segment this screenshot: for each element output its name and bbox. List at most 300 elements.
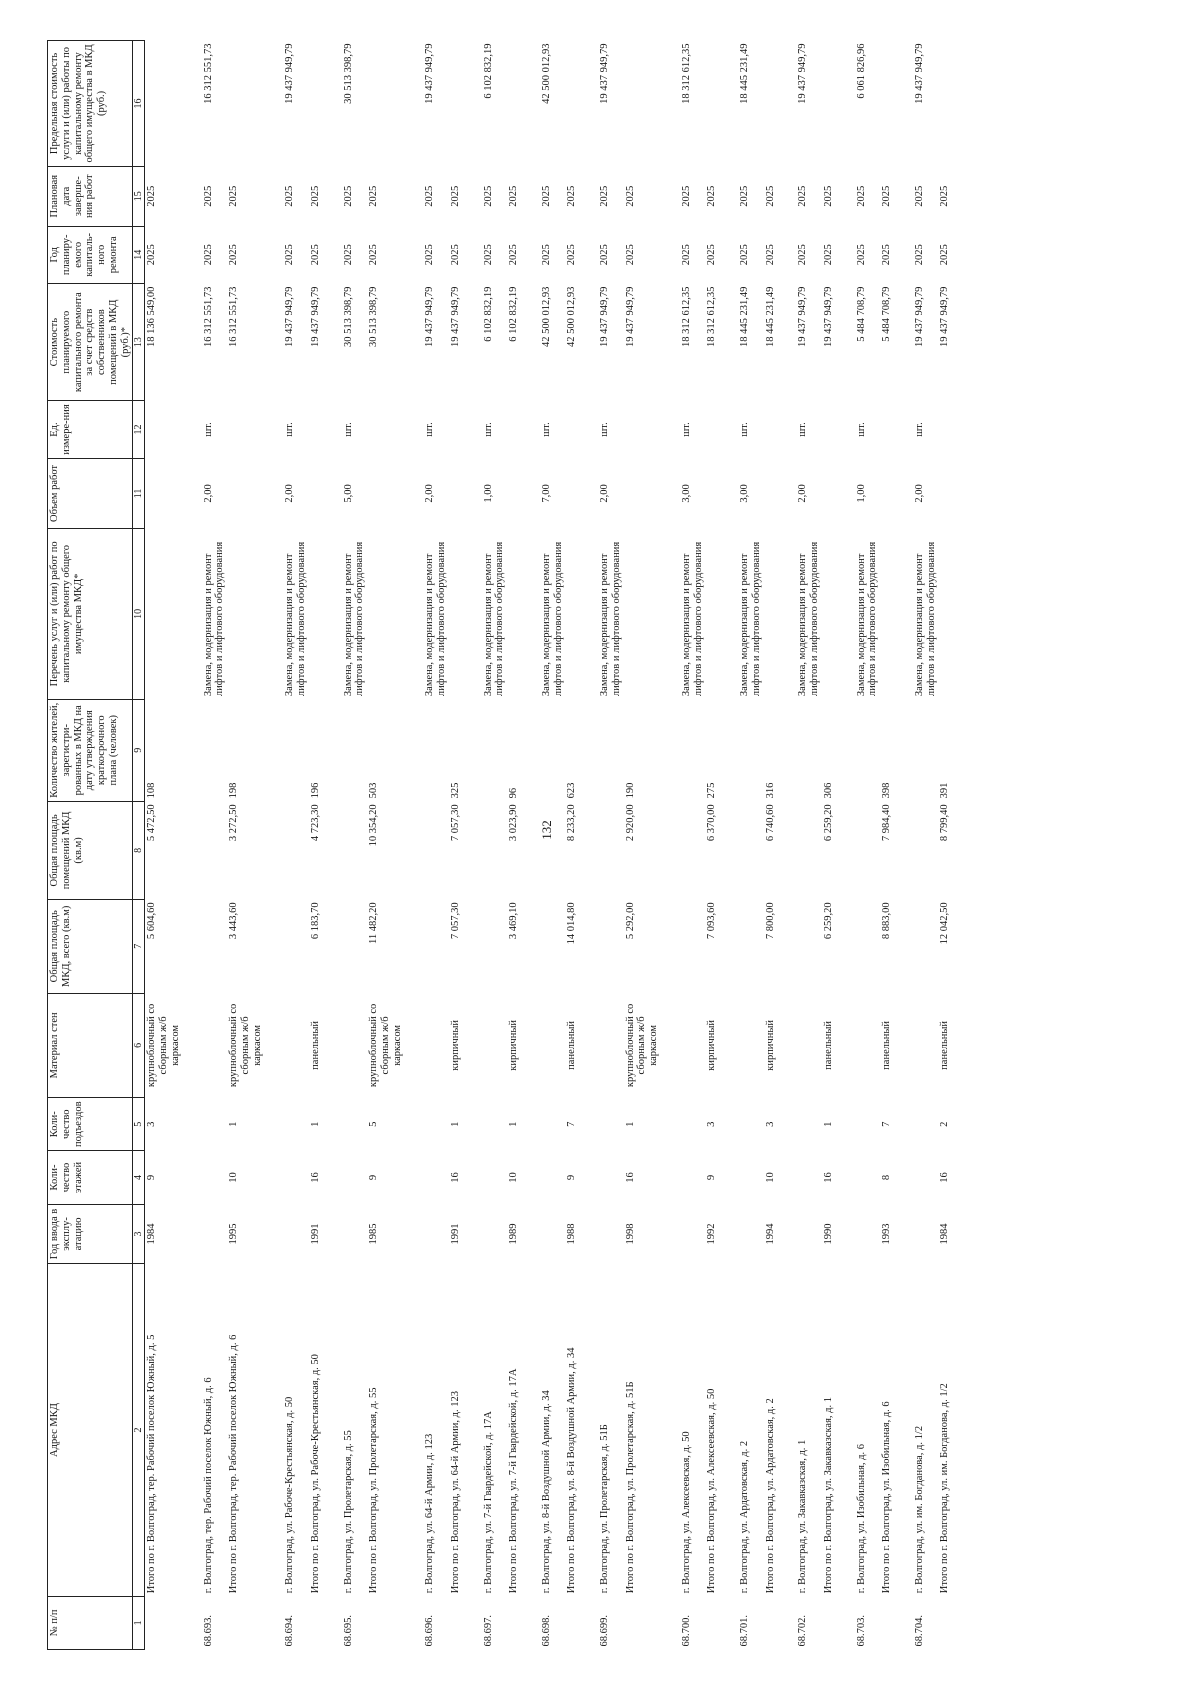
table-cell: 2025 (449, 244, 461, 266)
table-cell: 1995 (228, 1223, 240, 1245)
table-cell (323, 1151, 368, 1204)
table-cell (565, 41, 579, 167)
table-cell: Замена, модернизация и ремонт лифтов и лифтового оборудования (424, 541, 448, 697)
table-cell (404, 899, 449, 993)
table-cell: Замена, модернизация и ремонт лифтов и лифтового оборудования (855, 541, 879, 697)
table-cell: 3 469,10 (508, 902, 520, 940)
table-cell: 2025 (624, 185, 636, 207)
table-cell: 6 740,60 (764, 804, 776, 842)
total-row (938, 41, 952, 1650)
table-cell: шт. (342, 422, 354, 437)
table-cell (661, 699, 706, 801)
table-cell: 18 445 231,49 (739, 43, 751, 104)
table-cell: 68.697. (482, 1615, 494, 1647)
table-cell (565, 1596, 579, 1649)
table-cell: 2025 (342, 185, 354, 207)
table-cell: шт. (540, 422, 552, 437)
table-cell: 68.693. (202, 1615, 214, 1647)
table-cell: 7 (566, 1121, 578, 1127)
table-cell: 2025 (599, 244, 611, 266)
table-cell (894, 993, 939, 1097)
table-cell: 16 312 551,73 (202, 43, 214, 104)
column-number: 10 (133, 529, 145, 699)
table-cell (661, 993, 706, 1097)
table-cell: 9 (566, 1174, 578, 1181)
table-cell: 3 (706, 1121, 718, 1127)
column-header: Год планиру-емого капиталь-ного ремонта (48, 226, 133, 284)
table-cell: 2 920,00 (624, 804, 636, 842)
table-cell: 8 799,40 (939, 804, 951, 842)
table-cell: 2,00 (599, 484, 611, 503)
table-cell: 275 (706, 782, 718, 799)
table-cell (836, 1151, 881, 1204)
table-cell: 2025 (624, 244, 636, 266)
table-cell (894, 1204, 939, 1264)
table-cell (764, 458, 778, 528)
table-cell: 42 500 012,93 (566, 286, 578, 347)
table-cell: Замена, модернизация и ремонт лифтов и лифтового оборудования (913, 541, 937, 697)
table-row (719, 41, 764, 1650)
table-cell (449, 529, 463, 699)
table-cell: 10 354,20 (368, 804, 380, 847)
column-header: № п/п (48, 1596, 133, 1649)
table-cell: 68.701. (739, 1615, 751, 1647)
table-cell: 7 093,60 (706, 902, 718, 940)
table-cell: 16 (624, 1172, 636, 1183)
table-cell: Итого по г. Волгоград, ул. Алексеевская, д. 50 (706, 1388, 718, 1594)
total-row (764, 41, 778, 1650)
table-cell: 2,00 (284, 484, 296, 503)
table-cell (822, 458, 836, 528)
table-cell (463, 1151, 508, 1204)
table-row (404, 41, 449, 1650)
table-cell: крупноблочный со сборным ж/б каркасом (624, 1003, 660, 1088)
table-cell: 2025 (368, 244, 380, 266)
table-cell: панельный (881, 1020, 893, 1070)
table-cell: 16 (309, 1172, 321, 1183)
table-cell: 2025 (913, 185, 925, 207)
table-cell (894, 1151, 939, 1204)
table-cell: Итого по г. Волгоград, тер. Рабочий поселок Южный, д. 5 (146, 1334, 158, 1594)
table-cell: 16 (822, 1172, 834, 1183)
table-cell (367, 41, 404, 167)
column-header: Общая площадь помещений МКД (кв.м) (48, 801, 133, 899)
table-cell (309, 41, 323, 167)
column-header: Плановая дата заверше-ния работ (48, 166, 133, 226)
table-cell (521, 993, 566, 1097)
table-cell (145, 1596, 183, 1649)
total-row (822, 41, 836, 1650)
table-cell (777, 1151, 822, 1204)
table-cell (777, 993, 822, 1097)
table-cell (309, 458, 323, 528)
table-cell: шт. (284, 422, 296, 437)
table-cell: 19 437 949,79 (284, 43, 296, 104)
table-cell: 7 (881, 1121, 893, 1127)
table-cell: крупноблочный со сборным ж/б каркасом (228, 1003, 263, 1088)
column-number: 13 (133, 284, 145, 401)
column-number: 12 (133, 401, 145, 459)
table-cell (624, 1596, 661, 1649)
table-cell (579, 1204, 624, 1264)
table-cell: шт. (855, 422, 867, 437)
table-cell: 7 800,00 (764, 902, 776, 940)
table-cell (183, 993, 228, 1097)
table-cell (624, 41, 661, 167)
table-row (579, 41, 624, 1650)
table-cell: 2025 (913, 244, 925, 266)
table-cell (822, 41, 836, 167)
table-cell: 12 042,50 (939, 902, 951, 945)
table-cell: 68.699. (599, 1615, 611, 1647)
table-cell (264, 699, 309, 801)
table-cell: 2025 (939, 244, 951, 266)
table-cell: 19 437 949,79 (797, 43, 809, 104)
table-cell (507, 529, 521, 699)
table-cell: 16 (449, 1172, 461, 1183)
table-cell: кирпичный (764, 1019, 776, 1071)
table-cell: 9 (146, 1174, 158, 1181)
table-cell: 2025 (342, 244, 354, 266)
table-cell (579, 1098, 624, 1151)
table-cell: 10 (228, 1172, 240, 1183)
table-cell: г. Волгоград, ул. 7-й Гвардейской, д. 17А (482, 1411, 494, 1594)
table-cell: 1993 (881, 1223, 893, 1245)
table-cell (661, 1098, 706, 1151)
table-cell (404, 801, 449, 899)
table-cell: 3 272,50 (228, 804, 240, 842)
table-cell (404, 1204, 449, 1264)
table-cell (449, 401, 463, 459)
table-cell (404, 993, 449, 1097)
table-cell: 2025 (739, 244, 751, 266)
table-cell: панельный (822, 1020, 834, 1070)
table-cell (449, 41, 463, 167)
column-number-row (133, 41, 145, 1650)
column-number: 16 (133, 41, 145, 167)
table-cell: Замена, модернизация и ремонт лифтов и лифтового оборудования (202, 541, 226, 697)
table-cell: Итого по г. Волгоград, ул. им. Богданова, д. 1/2 (939, 1383, 951, 1594)
table-cell: 68.702. (797, 1615, 809, 1647)
table-cell (836, 993, 881, 1097)
table-cell: 11 482,20 (368, 902, 380, 945)
table-cell: 9 (368, 1174, 380, 1181)
table-cell: 1988 (566, 1223, 578, 1245)
table-cell: 16 312 551,73 (228, 286, 240, 347)
table-cell (764, 401, 778, 459)
table-cell (579, 993, 624, 1097)
table-cell (565, 458, 579, 528)
table-cell: 2025 (706, 244, 718, 266)
table-cell: 2025 (797, 185, 809, 207)
table-cell: 2025 (822, 185, 834, 207)
table-cell: 5 604,60 (146, 902, 158, 940)
table-cell: 503 (368, 782, 380, 799)
table-cell: 2025 (482, 244, 494, 266)
table-cell: 1 (822, 1121, 834, 1127)
column-header: Стоимость планируемого капитального ремонта за счет средств собственников помещений в МКД (руб.)* (48, 284, 133, 401)
table-cell (309, 1596, 323, 1649)
table-cell: 1990 (822, 1223, 834, 1245)
table-cell: 68.698. (540, 1615, 552, 1647)
table-cell (227, 458, 264, 528)
table-cell (463, 801, 508, 899)
table-cell: 19 437 949,79 (424, 286, 436, 347)
table-cell (894, 699, 939, 801)
table-cell (880, 401, 894, 459)
table-cell: 16 (939, 1172, 951, 1183)
table-row (323, 41, 368, 1650)
table-cell (719, 1098, 764, 1151)
table-cell: шт. (739, 422, 751, 437)
table-cell: 5 484 708,79 (855, 286, 867, 342)
column-number: 11 (133, 458, 145, 528)
table-cell (880, 1596, 894, 1649)
table-cell: 2025 (881, 185, 893, 207)
table-cell: 2025 (599, 185, 611, 207)
table-cell: 9 (706, 1174, 718, 1181)
table-cell: 2025 (680, 244, 692, 266)
table-cell: 19 437 949,79 (797, 286, 809, 347)
table-cell: 2025 (309, 244, 321, 266)
table-cell: кирпичный (706, 1019, 718, 1071)
table-cell: 2025 (424, 244, 436, 266)
table-cell: Итого по г. Волгоград, ул. 8-й Воздушной Армии, д. 34 (566, 1347, 578, 1594)
table-cell: 2025 (482, 185, 494, 207)
table-cell: 2025 (855, 244, 867, 266)
table-cell: 2025 (449, 185, 461, 207)
table-cell: 2025 (284, 244, 296, 266)
page-number: 132 (539, 820, 554, 840)
table-cell: г. Волгоград, тер. Рабочий поселок Южный, д. 6 (202, 1377, 214, 1594)
table-cell: Итого по г. Волгоград, ул. Рабоче-Крестьянская, д. 50 (309, 1354, 321, 1594)
table-cell: г. Волгоград, ул. Изобильная, д. 6 (855, 1444, 867, 1594)
table-cell: 1 (228, 1121, 240, 1127)
table-cell (323, 801, 368, 899)
table-cell (719, 993, 764, 1097)
table-cell: Замена, модернизация и ремонт лифтов и лифтового оборудования (739, 541, 762, 697)
table-cell (227, 401, 264, 459)
column-header: Коли-чество этажей (48, 1151, 133, 1204)
table-cell: 6 102 832,19 (508, 286, 520, 342)
table-cell: крупноблочный со сборным ж/б каркасом (368, 1003, 403, 1088)
table-cell: панельный (309, 1020, 321, 1070)
table-cell (719, 1204, 764, 1264)
table-cell (183, 1204, 228, 1264)
table-cell: 10 (508, 1172, 520, 1183)
table-row (661, 41, 706, 1650)
table-cell: 198 (228, 782, 240, 799)
table-cell: 2,00 (424, 484, 436, 503)
column-number: 9 (133, 699, 145, 801)
table-cell: 2025 (680, 185, 692, 207)
table-cell (183, 899, 228, 993)
table-cell: 1985 (368, 1223, 380, 1245)
table-cell (777, 1098, 822, 1151)
table-cell: 2,00 (913, 484, 925, 503)
table-cell (705, 458, 719, 528)
table-cell: 19 437 949,79 (599, 43, 611, 104)
table-cell (183, 801, 228, 899)
column-number: 6 (133, 993, 145, 1097)
total-row (705, 41, 719, 1650)
table-cell (661, 801, 706, 899)
table-cell: 3 (146, 1121, 158, 1127)
table-cell: 391 (939, 782, 951, 799)
table-cell (764, 529, 778, 699)
table-cell: 6 102 832,19 (482, 286, 494, 342)
table-cell (880, 41, 894, 167)
table-cell (719, 801, 764, 899)
column-number: 7 (133, 899, 145, 993)
table-cell: 3 443,60 (228, 902, 240, 940)
table-cell: 68.696. (424, 1615, 436, 1647)
table-cell: 3,00 (739, 484, 751, 503)
table-cell: 7 984,40 (881, 804, 893, 842)
table-cell: 2025 (764, 244, 776, 266)
table-cell (323, 699, 368, 801)
table-cell: 68.700. (680, 1615, 692, 1647)
table-cell (836, 699, 881, 801)
table-cell (404, 1098, 449, 1151)
table-cell: 1,00 (482, 484, 494, 503)
table-cell: 19 437 949,79 (424, 43, 436, 104)
table-cell: 5,00 (342, 484, 354, 503)
table-cell: шт. (680, 422, 692, 437)
table-cell (145, 401, 183, 459)
table-cell (579, 899, 624, 993)
table-cell (822, 529, 836, 699)
table-cell (463, 699, 508, 801)
table-cell (836, 1204, 881, 1264)
table-cell: 6 061 826,96 (855, 43, 867, 99)
column-number: 4 (133, 1151, 145, 1204)
table-cell: 6 370,00 (706, 804, 718, 842)
table-cell: 3,00 (680, 484, 692, 503)
table-cell: 68.704. (913, 1615, 925, 1647)
total-row (449, 41, 463, 1650)
table-cell (705, 401, 719, 459)
table-cell: шт. (202, 422, 214, 437)
table-cell: 2,00 (202, 484, 214, 503)
column-header: Количество жителей, зарегистри-рованных в МКД на дату утверждения краткосрочного плана (человек) (48, 699, 133, 801)
table-cell: г. Волгоград, ул. Пролетарская, д. 55 (342, 1430, 354, 1594)
table-cell (777, 1204, 822, 1264)
table-cell (507, 41, 521, 167)
table-row (183, 41, 228, 1650)
table-cell: 96 (508, 787, 520, 799)
table-cell: 1991 (309, 1223, 321, 1245)
table-cell: 1984 (146, 1223, 158, 1245)
table-cell: 2025 (797, 244, 809, 266)
table-cell: г. Волгоград, ул. Алексеевская, д. 50 (680, 1431, 692, 1594)
table-cell (507, 458, 521, 528)
table-cell: Итого по г. Волгоград, ул. Пролетарская, д. 51Б (624, 1381, 636, 1594)
table-cell: 10 (764, 1172, 776, 1183)
column-header: Объем работ (48, 458, 133, 528)
table-cell: 19 437 949,79 (913, 43, 925, 104)
table-cell (705, 41, 719, 167)
table-row (894, 41, 939, 1650)
table-cell (404, 699, 449, 801)
table-cell (309, 529, 323, 699)
column-header: Предельная стоимость услуги и (или) работы по капитальному ремонту общего имущества в МКД (руб.) (48, 41, 133, 167)
table-cell: 5 292,00 (624, 902, 636, 940)
table-cell: 8 233,20 (566, 804, 578, 842)
table-cell: 1994 (764, 1223, 776, 1245)
table-cell: 19 437 949,79 (449, 286, 461, 347)
table-cell (894, 801, 939, 899)
table-cell: 6 102 832,19 (482, 43, 494, 99)
table-cell (507, 1596, 521, 1649)
table-cell (463, 993, 508, 1097)
table-cell: 2025 (202, 185, 214, 207)
column-header: Материал стен (48, 993, 133, 1097)
column-number: 3 (133, 1204, 145, 1264)
table-cell (145, 458, 183, 528)
table-cell: панельный (939, 1020, 951, 1070)
table-cell: 2025 (508, 185, 520, 207)
table-cell: 19 437 949,79 (939, 286, 951, 347)
table-cell (624, 401, 661, 459)
table-cell: 68.695. (342, 1615, 354, 1647)
table-cell: 6 183,70 (309, 902, 321, 940)
table-cell: шт. (797, 422, 809, 437)
table-cell (565, 401, 579, 459)
table-cell: 8 883,00 (881, 902, 893, 940)
column-header: Общая площадь МКД, всего (кв.м) (48, 899, 133, 993)
table-cell: 18 445 231,49 (764, 286, 776, 347)
table-cell: кирпичный (449, 1019, 461, 1071)
table-cell (367, 401, 404, 459)
table-cell: г. Волгоград, ул. Пролетарская, д. 51Б (599, 1424, 611, 1594)
table-body (145, 41, 952, 1650)
table-cell: 1984 (939, 1223, 951, 1245)
table-cell (764, 1596, 778, 1649)
table-cell: 3 (764, 1121, 776, 1127)
table-cell: 19 437 949,79 (822, 286, 834, 347)
table-cell (463, 1098, 508, 1151)
column-number: 1 (133, 1596, 145, 1649)
table-cell (264, 1151, 309, 1204)
table-cell (777, 801, 822, 899)
table-cell: Итого по г. Волгоград, ул. Пролетарская, д. 55 (368, 1387, 380, 1594)
table-cell: Итого по г. Волгоград, ул. Закавказская, д. 1 (822, 1397, 834, 1594)
table-cell: 2025 (284, 185, 296, 207)
table-cell: 2025 (566, 244, 578, 266)
total-row (880, 41, 894, 1650)
table-cell: 2025 (764, 185, 776, 207)
table-cell (367, 458, 404, 528)
table-cell (367, 529, 404, 699)
table-cell: крупноблочный со сборным ж/б каркасом (146, 1003, 181, 1088)
table-cell: 2025 (202, 244, 214, 266)
table-cell (705, 529, 719, 699)
table-cell (463, 899, 508, 993)
table-cell (227, 41, 264, 167)
table-cell: 14 014,80 (566, 902, 578, 945)
table-cell: 108 (146, 782, 158, 799)
column-header: Год ввода в эксплу-атацию (48, 1204, 133, 1264)
table-cell: 5 472,50 (146, 804, 158, 842)
table-cell (323, 993, 368, 1097)
table-cell (719, 899, 764, 993)
table-cell: 42 500 012,93 (540, 286, 552, 347)
table-cell: 1 (508, 1121, 520, 1127)
table-cell: 2025 (146, 244, 158, 266)
table-cell: 18 136 549,00 (146, 286, 158, 347)
table-cell: 6 259,20 (822, 902, 834, 940)
